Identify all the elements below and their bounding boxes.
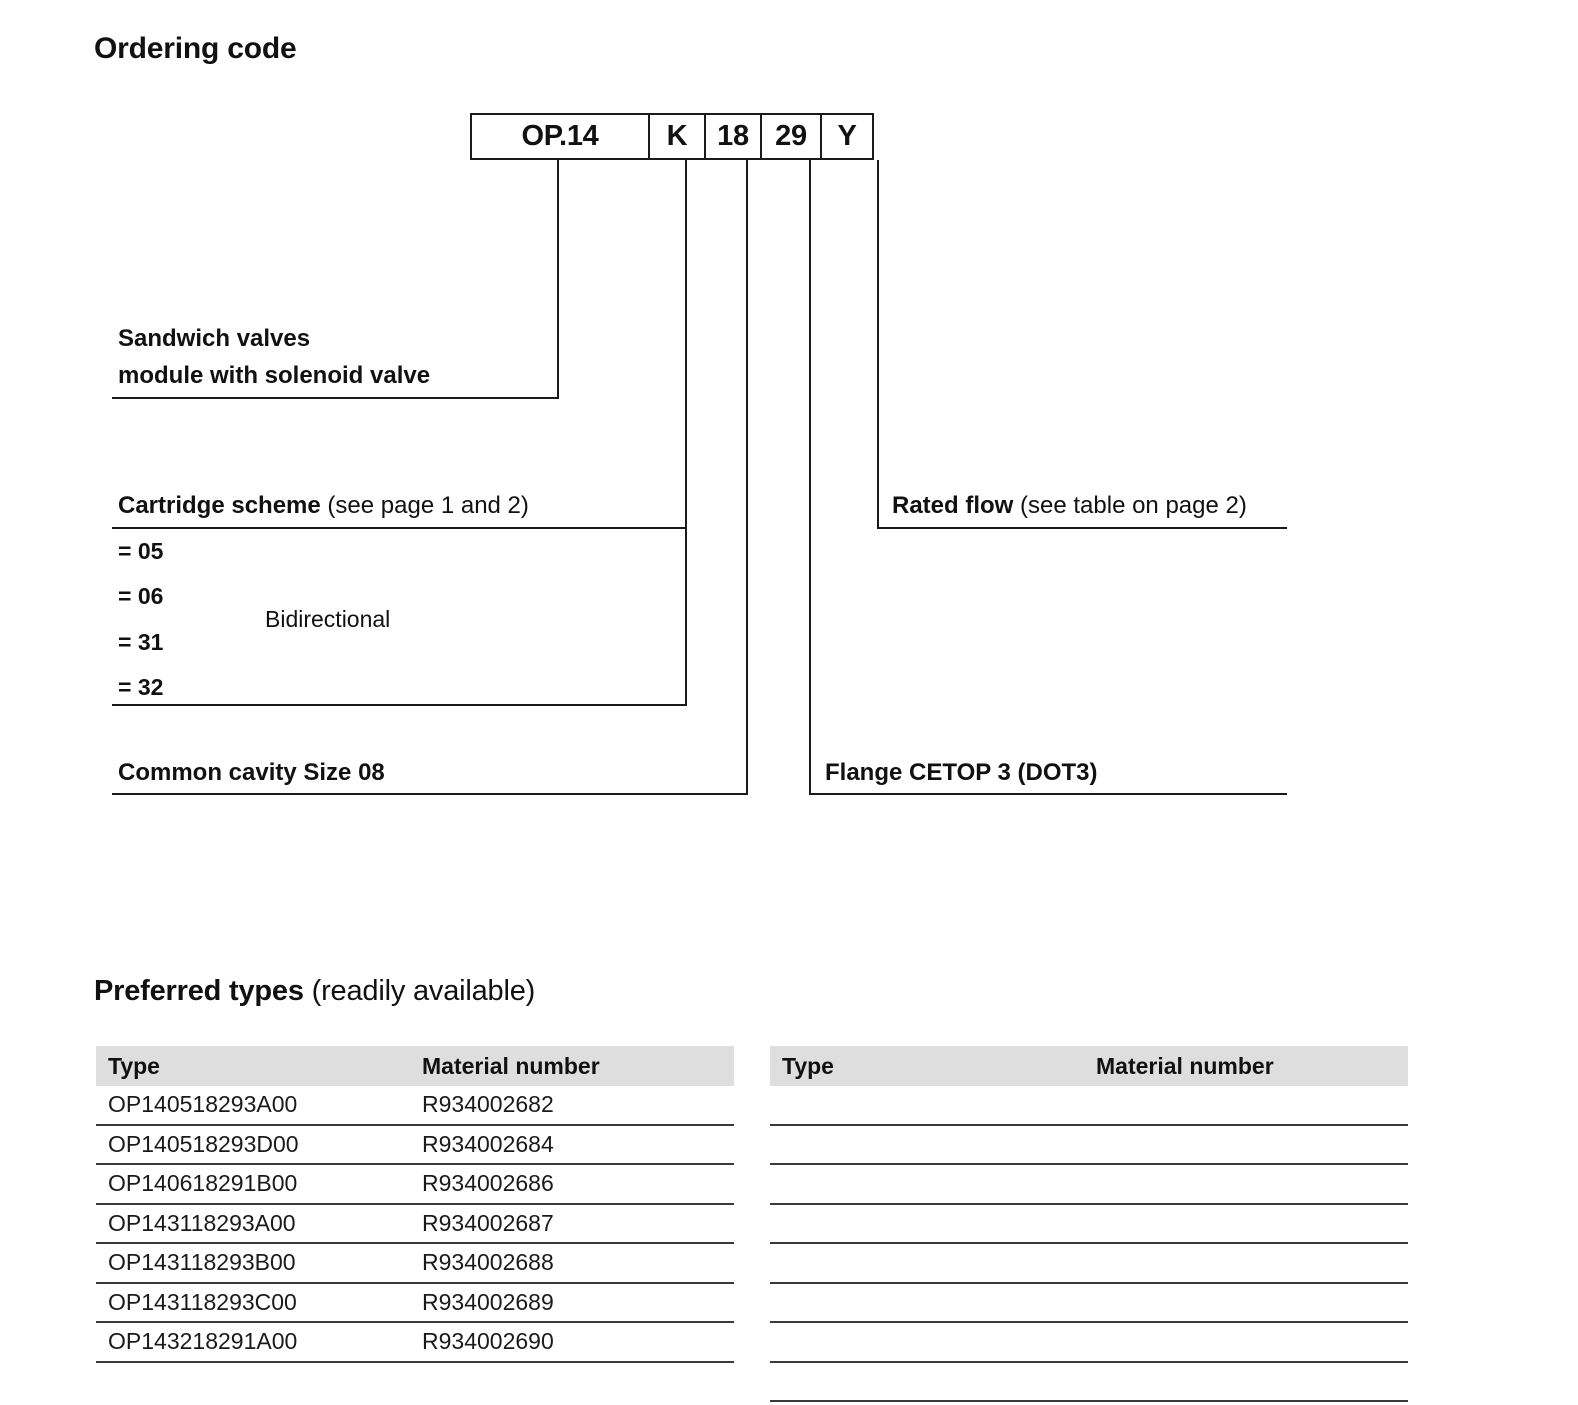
callout-common-cavity: Common cavity Size 08 [118,759,385,786]
ordering-code-box [470,113,874,160]
leader-line-product [557,160,559,398]
cell-type: OP140518293A00 [108,1091,298,1118]
cell-type: OP143118293C00 [108,1288,297,1315]
leader-line-flange [809,160,811,795]
callout-cartridge-scheme [118,492,529,520]
table-row [96,1126,734,1166]
leader-line-common-cavity [746,160,748,795]
rated-flow-note: (see table on page 2) [1013,492,1247,519]
preferred-types-table-right [770,1046,1408,1402]
table-row [770,1086,1408,1126]
column-header-type: Type [782,1052,834,1079]
cartridge-option-32: = 32 [118,674,164,700]
cartridge-scheme-rule-bottom [112,704,687,706]
leader-line-rated-flow [877,160,879,527]
flange-underline [809,793,1287,795]
preferred-types-table-left [96,1046,734,1363]
cartridge-option-31: = 31 [118,629,164,655]
leader-line-cartridge-scheme [685,160,687,705]
cell-material-number: R934002682 [422,1091,554,1118]
cartridge-option-05: = 05 [118,538,164,564]
cell-material-number: R934002689 [422,1288,554,1315]
cartridge-scheme-note: (see page 1 and 2) [320,492,529,519]
cell-type: OP140518293D00 [108,1130,299,1157]
common-cavity-underline [112,793,748,795]
table-row [96,1205,734,1245]
table-header-row [96,1046,734,1086]
callout-product-line-2: module with solenoid valve [118,362,431,389]
table-row [96,1284,734,1324]
leader-underline-product [112,397,559,399]
rated-flow-underline [877,527,1287,529]
table-row [770,1363,1408,1403]
cartridge-scheme-title: Cartridge scheme [118,492,321,519]
table-row [770,1284,1408,1324]
code-cell-cavity: K [648,115,704,158]
table-row [770,1165,1408,1205]
cell-type: OP143218291A00 [108,1328,298,1355]
cartridge-scheme-side-label: Bidirectional [265,606,391,632]
cell-type: OP143118293A00 [108,1209,296,1236]
ordering-code-heading: Ordering code [94,32,297,65]
cartridge-scheme-rule-top [112,527,687,529]
column-header-material-number: Material number [422,1052,600,1079]
table-row [770,1126,1408,1166]
table-row [96,1323,734,1363]
table-row [96,1244,734,1284]
table-row [96,1086,734,1126]
code-cell-prefix: OP.14 [521,120,599,152]
table-row [770,1244,1408,1284]
cell-type: OP140618291B00 [108,1170,298,1197]
callout-product-line-1: Sandwich valves [118,325,311,352]
preferred-types-heading-note: (readily available) [303,975,536,1007]
column-header-material-number: Material number [1096,1052,1274,1079]
column-header-type: Type [108,1052,160,1079]
cell-type: OP143118293B00 [108,1249,296,1276]
callout-rated-flow [892,492,1247,520]
table-row [96,1165,734,1205]
table-header-row [770,1046,1408,1086]
table-row [770,1323,1408,1363]
table-row [770,1205,1408,1245]
rated-flow-title: Rated flow [892,492,1014,519]
code-cell-flow: 29 [760,115,820,158]
preferred-types-heading-bold: Preferred types [94,975,304,1007]
cartridge-option-06: = 06 [118,583,164,609]
cell-material-number: R934002684 [422,1130,554,1157]
cell-material-number: R934002688 [422,1249,554,1276]
code-cell-flange: Y [820,115,872,158]
code-cell-scheme: 18 [704,115,760,158]
cell-material-number: R934002686 [422,1170,554,1197]
preferred-types-heading [94,975,535,1008]
cell-material-number: R934002690 [422,1328,554,1355]
callout-flange: Flange CETOP 3 (DOT3) [825,759,1098,786]
cell-material-number: R934002687 [422,1209,554,1236]
